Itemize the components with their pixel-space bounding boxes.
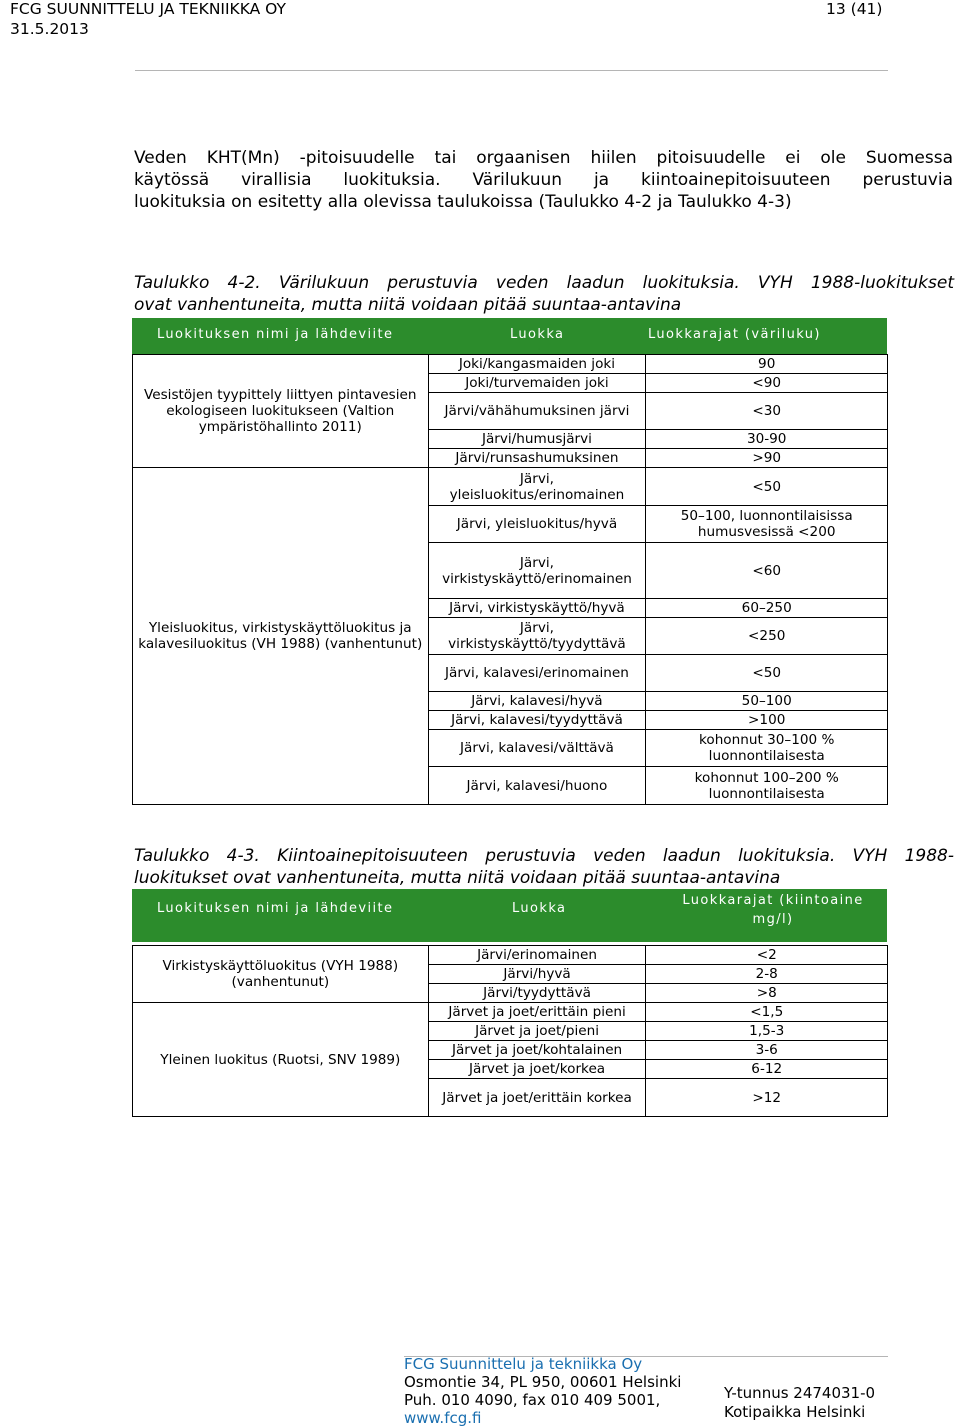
class-cell: Järvet ja joet/pieni bbox=[428, 1022, 646, 1041]
class-cell: Järvi, kalavesi/välttävä bbox=[428, 730, 646, 767]
limit-cell: <30 bbox=[646, 393, 888, 430]
class-cell: Järvi, virkistyskäyttö/erinomainen bbox=[428, 543, 646, 599]
limit-cell: kohonnut 100–200 % luonnontilaisesta bbox=[646, 767, 888, 805]
limit-cell: >90 bbox=[646, 449, 888, 468]
footer-address: Osmontie 34, PL 950, 00601 Helsinki bbox=[404, 1373, 682, 1391]
limit-cell: 6-12 bbox=[646, 1060, 888, 1079]
class-cell: Järvi/vähähumuksinen järvi bbox=[428, 393, 646, 430]
limit-cell: <60 bbox=[646, 543, 888, 599]
limit-cell: 90 bbox=[646, 355, 888, 374]
limit-cell: <90 bbox=[646, 374, 888, 393]
table-header bbox=[132, 318, 887, 354]
limit-cell: >100 bbox=[646, 711, 888, 730]
limit-cell: <2 bbox=[646, 946, 888, 965]
intro-line: Veden KHT(Mn) -pitoisuudelle tai orgaanisen hiilen pitoisuudelle ei ole Suomessa bbox=[134, 148, 953, 168]
class-cell: Järvi, yleisluokitus/erinomainen bbox=[428, 468, 646, 506]
limit-cell: 60–250 bbox=[646, 599, 888, 618]
source-cell: Yleinen luokitus (Ruotsi, SNV 1989) bbox=[133, 1003, 429, 1117]
header-company: FCG SUUNNITTELU JA TEKNIIKKA OY bbox=[10, 0, 286, 18]
table-caption bbox=[134, 272, 954, 316]
class-cell: Järvi/tyydyttävä bbox=[428, 984, 646, 1003]
header-date: 31.5.2013 bbox=[10, 20, 89, 38]
caption-line: Taulukko 4-2. Värilukuun perustuvia veden laadun luokituksia. VYH 1988-luokitukset bbox=[134, 273, 954, 293]
class-cell: Järvet ja joet/erittäin pieni bbox=[428, 1003, 646, 1022]
class-cell: Järvi/erinomainen bbox=[428, 946, 646, 965]
limit-cell: <1,5 bbox=[646, 1003, 888, 1022]
page-number: 13 (41) bbox=[826, 0, 883, 18]
column-header: Luokkarajat (kiintoaine mg/l) bbox=[682, 893, 864, 927]
color-classification-table bbox=[132, 354, 888, 805]
class-cell: Järvi, kalavesi/erinomainen bbox=[428, 655, 646, 692]
intro-line: luokituksia on esitetty alla olevissa taulukoissa (Taulukko 4-2 ja Taulukko 4-3) bbox=[134, 192, 792, 212]
page-header bbox=[10, 0, 286, 39]
caption-line: ovat vanhentuneita, mutta niitä voidaan pitää suuntaa-antavina bbox=[134, 295, 682, 315]
limit-cell: 2-8 bbox=[646, 965, 888, 984]
intro-line: käytössä virallisia luokituksia. Värilukuun ja kiintoainepitoisuuteen perustuvia bbox=[134, 170, 953, 190]
class-cell: Joki/turvemaiden joki bbox=[428, 374, 646, 393]
caption-line: luokitukset ovat vanhentuneita, mutta niitä voidaan pitää suuntaa-antavina bbox=[134, 868, 781, 888]
class-cell: Järvi, yleisluokitus/hyvä bbox=[428, 506, 646, 543]
limit-cell: 50–100 bbox=[646, 692, 888, 711]
class-cell: Järvet ja joet/kohtalainen bbox=[428, 1041, 646, 1060]
class-cell: Järvi, virkistyskäyttö/hyvä bbox=[428, 599, 646, 618]
class-cell: Järvi, kalavesi/huono bbox=[428, 767, 646, 805]
source-cell: Yleisluokitus, virkistyskäyttöluokitus ja kalavesiluokitus (VH 1988) (vanhentunut) bbox=[133, 468, 429, 805]
solids-classification-table bbox=[132, 945, 888, 1117]
limit-cell: >8 bbox=[646, 984, 888, 1003]
column-header: Luokka bbox=[512, 901, 567, 916]
footer-website-link[interactable]: www.fcg.fi bbox=[404, 1409, 482, 1427]
limit-cell: kohonnut 30–100 % luonnontilaisesta bbox=[646, 730, 888, 767]
table-caption bbox=[134, 845, 954, 889]
limit-cell: >12 bbox=[646, 1079, 888, 1117]
class-cell: Järvi, kalavesi/tyydyttävä bbox=[428, 711, 646, 730]
limit-cell: 1,5-3 bbox=[646, 1022, 888, 1041]
limit-cell: 30-90 bbox=[646, 430, 888, 449]
limit-cell: <50 bbox=[646, 468, 888, 506]
class-cell: Järvi/hyvä bbox=[428, 965, 646, 984]
footer-phone: Puh. 010 4090, fax 010 409 5001, bbox=[404, 1391, 661, 1409]
header-divider bbox=[135, 70, 888, 71]
footer-contact bbox=[404, 1355, 681, 1427]
footer-domicile: Kotipaikka Helsinki bbox=[724, 1402, 866, 1421]
limit-cell: 3-6 bbox=[646, 1041, 888, 1060]
column-header: Luokkarajat (väriluku) bbox=[648, 327, 821, 342]
limit-cell: <50 bbox=[646, 655, 888, 692]
class-cell: Järvi, virkistyskäyttö/tyydyttävä bbox=[428, 618, 646, 655]
caption-line: Taulukko 4-3. Kiintoainepitoisuuteen perustuvia veden laadun luokituksia. VYH 1988- bbox=[134, 846, 954, 866]
footer-registration bbox=[724, 1384, 875, 1421]
class-cell: Järvi, kalavesi/hyvä bbox=[428, 692, 646, 711]
class-cell: Järvet ja joet/korkea bbox=[428, 1060, 646, 1079]
intro-paragraph bbox=[134, 147, 953, 213]
source-cell: Virkistyskäyttöluokitus (VYH 1988) (vanhentunut) bbox=[133, 946, 429, 1003]
footer-business-id: Y-tunnus 2474031-0 bbox=[724, 1384, 876, 1402]
footer-company: FCG Suunnittelu ja tekniikka Oy bbox=[404, 1355, 643, 1373]
column-header: Luokituksen nimi ja lähdeviite bbox=[157, 327, 394, 342]
class-cell: Järvet ja joet/erittäin korkea bbox=[428, 1079, 646, 1117]
column-header: Luokka bbox=[510, 327, 565, 342]
limit-cell: 50–100, luonnontilaisissa humusvesissä <200 bbox=[646, 506, 888, 543]
column-header: Luokituksen nimi ja lähdeviite bbox=[157, 901, 394, 916]
limit-cell: <250 bbox=[646, 618, 888, 655]
source-cell: Vesistöjen tyypittely liittyen pintavesien ekologiseen luokitukseen (Valtion ympäristöhallinto 2011) bbox=[133, 355, 429, 468]
class-cell: Järvi/runsashumuksinen bbox=[428, 449, 646, 468]
class-cell: Joki/kangasmaiden joki bbox=[428, 355, 646, 374]
table-header bbox=[132, 889, 887, 942]
class-cell: Järvi/humusjärvi bbox=[428, 430, 646, 449]
